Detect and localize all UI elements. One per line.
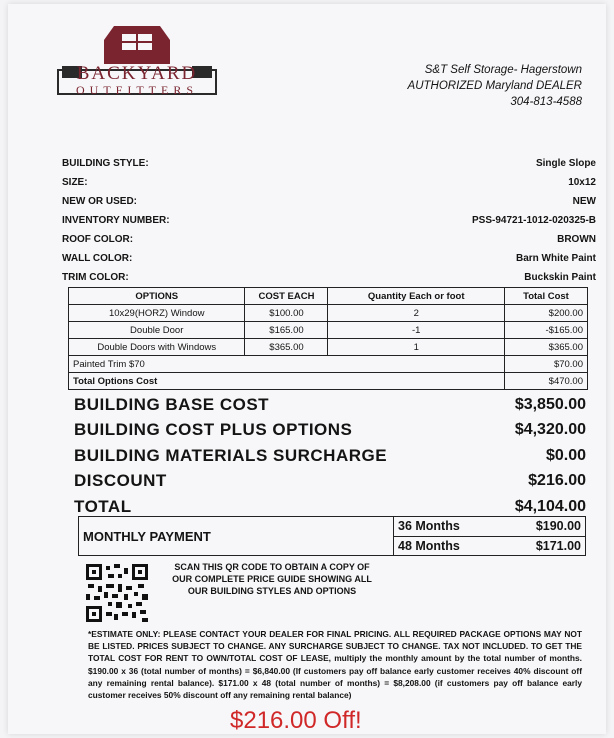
option-cost: $365.00 xyxy=(245,339,328,356)
qr-line: OUR COMPLETE PRICE GUIDE SHOWING ALL xyxy=(172,574,372,584)
surcharge-row xyxy=(74,443,586,469)
summary-value: $4,104.00 xyxy=(514,497,586,515)
summary-label: TOTAL xyxy=(74,496,132,516)
logo-sub: OUTFITTERS xyxy=(76,83,198,97)
base-cost-row xyxy=(74,392,586,418)
discount-row xyxy=(74,469,586,495)
option-qty: 1 xyxy=(328,339,504,356)
logo-main: BACKYARD xyxy=(76,63,198,84)
info-value: BROWN xyxy=(557,234,596,245)
monthly-payment-box xyxy=(78,516,586,556)
painted-trim-total: $70.00 xyxy=(504,356,587,373)
info-value: Barn White Paint xyxy=(515,253,596,264)
price-sheet xyxy=(8,4,606,734)
option-qty: -1 xyxy=(328,322,504,339)
summary-value: $216.00 xyxy=(528,472,586,490)
total-options-total: $470.00 xyxy=(504,373,587,390)
dealer-phone: 304-813-4588 xyxy=(510,96,582,108)
info-value: Single Slope xyxy=(535,158,596,169)
painted-trim-row xyxy=(69,356,588,373)
summary-label: DISCOUNT xyxy=(74,471,167,491)
info-row xyxy=(62,211,596,230)
options-table xyxy=(68,287,588,390)
monthly-terms xyxy=(394,517,585,555)
info-row xyxy=(62,173,596,192)
info-row xyxy=(62,230,596,249)
info-value: NEW xyxy=(572,196,596,207)
info-label: NEW OR USED: xyxy=(62,196,137,207)
option-total: $200.00 xyxy=(504,305,587,322)
term-label: 48 Months xyxy=(398,538,460,553)
term-amount: $190.00 xyxy=(535,519,581,534)
term-amount: $171.00 xyxy=(535,538,581,553)
painted-trim-label: Painted Trim $70 xyxy=(69,356,505,373)
summary-value: $3,850.00 xyxy=(514,395,586,413)
info-label: TRIM COLOR: xyxy=(62,272,129,283)
option-name: Double Doors with Windows xyxy=(69,339,245,356)
header-quantity: Quantity Each or foot xyxy=(328,288,504,305)
summary-value: $4,320.00 xyxy=(514,421,586,439)
summary-label: BUILDING COST PLUS OPTIONS xyxy=(74,420,353,440)
option-name: 10x29(HORZ) Window xyxy=(69,305,245,322)
info-value: PSS-94721-1012-020325-B xyxy=(472,215,596,226)
dealer-info xyxy=(408,62,582,110)
term-label: 36 Months xyxy=(398,519,460,534)
info-label: BUILDING STYLE: xyxy=(62,158,149,169)
option-total: $365.00 xyxy=(504,339,587,356)
info-value: Buckskin Paint xyxy=(524,272,596,283)
header-options: OPTIONS xyxy=(69,288,245,305)
info-value: 10x12 xyxy=(568,177,596,188)
header-total-cost: Total Cost xyxy=(504,288,587,305)
options-header-row xyxy=(69,288,588,305)
dealer-authorized: AUTHORIZED Maryland DEALER xyxy=(407,80,582,92)
info-label: SIZE: xyxy=(62,177,88,188)
cost-plus-options-row xyxy=(74,418,586,444)
qr-line: SCAN THIS QR CODE TO OBTAIN A COPY OF xyxy=(174,562,370,572)
total-options-row xyxy=(69,373,588,390)
qr-code-icon[interactable] xyxy=(86,564,148,622)
qr-line: OUR BUILDING STYLES AND OPTIONS xyxy=(187,586,357,596)
logo-text xyxy=(62,64,212,97)
table-row xyxy=(69,339,588,356)
disclaimer-text: *ESTIMATE ONLY: PLEASE CONTACT YOUR DEALER FOR FINAL PRICING. ALL REQUIRED PACKAGE OPTIONS MAY NOT BE LISTED. PRICES SUBJECT TO CHANGE. ANY SURCHARGE SUBJECT TO CHANGE. TAX NOT INCLUDED. TO GET THE TOTAL COST FOR RENT TO OWN/TOTAL COST OF LEASE, multiply the monthly amount by the total number of months. $190.00 x 36 (total number of months) = $6,840.00 (If customers pay off balance early customer receives 40% discount off any remaining rental balance). $171.00 x 48 (total number of months) = $8,208.00 (if customers pay off balance early customer receives 50% discount off any remaining rental balance) xyxy=(88,629,582,701)
cost-summary xyxy=(74,392,586,520)
info-row xyxy=(62,192,596,211)
option-cost: $165.00 xyxy=(245,322,328,339)
dealer-name: S&T Self Storage- Hagerstown xyxy=(424,64,582,76)
info-row xyxy=(62,154,596,173)
info-label: WALL COLOR: xyxy=(62,253,133,264)
building-info xyxy=(62,154,596,287)
qr-instructions xyxy=(156,561,388,597)
info-label: INVENTORY NUMBER: xyxy=(62,215,170,226)
option-name: Double Door xyxy=(69,322,245,339)
table-row xyxy=(69,322,588,339)
monthly-term-row xyxy=(394,536,585,556)
summary-label: BUILDING MATERIALS SURCHARGE xyxy=(74,445,388,465)
summary-value: $0.00 xyxy=(545,446,586,464)
option-total: -$165.00 xyxy=(504,322,587,339)
info-label: ROOF COLOR: xyxy=(62,234,134,245)
monthly-payment-label: MONTHLY PAYMENT xyxy=(79,517,394,555)
info-row xyxy=(62,268,596,287)
info-row xyxy=(62,249,596,268)
summary-label: BUILDING BASE COST xyxy=(74,394,270,414)
total-options-label: Total Options Cost xyxy=(69,373,505,390)
option-qty: 2 xyxy=(328,305,504,322)
table-row xyxy=(69,305,588,322)
handwritten-discount-note: $216.00 Off! xyxy=(230,707,362,734)
option-cost: $100.00 xyxy=(245,305,328,322)
monthly-term-row xyxy=(394,517,585,536)
header-cost-each: COST EACH xyxy=(245,288,328,305)
